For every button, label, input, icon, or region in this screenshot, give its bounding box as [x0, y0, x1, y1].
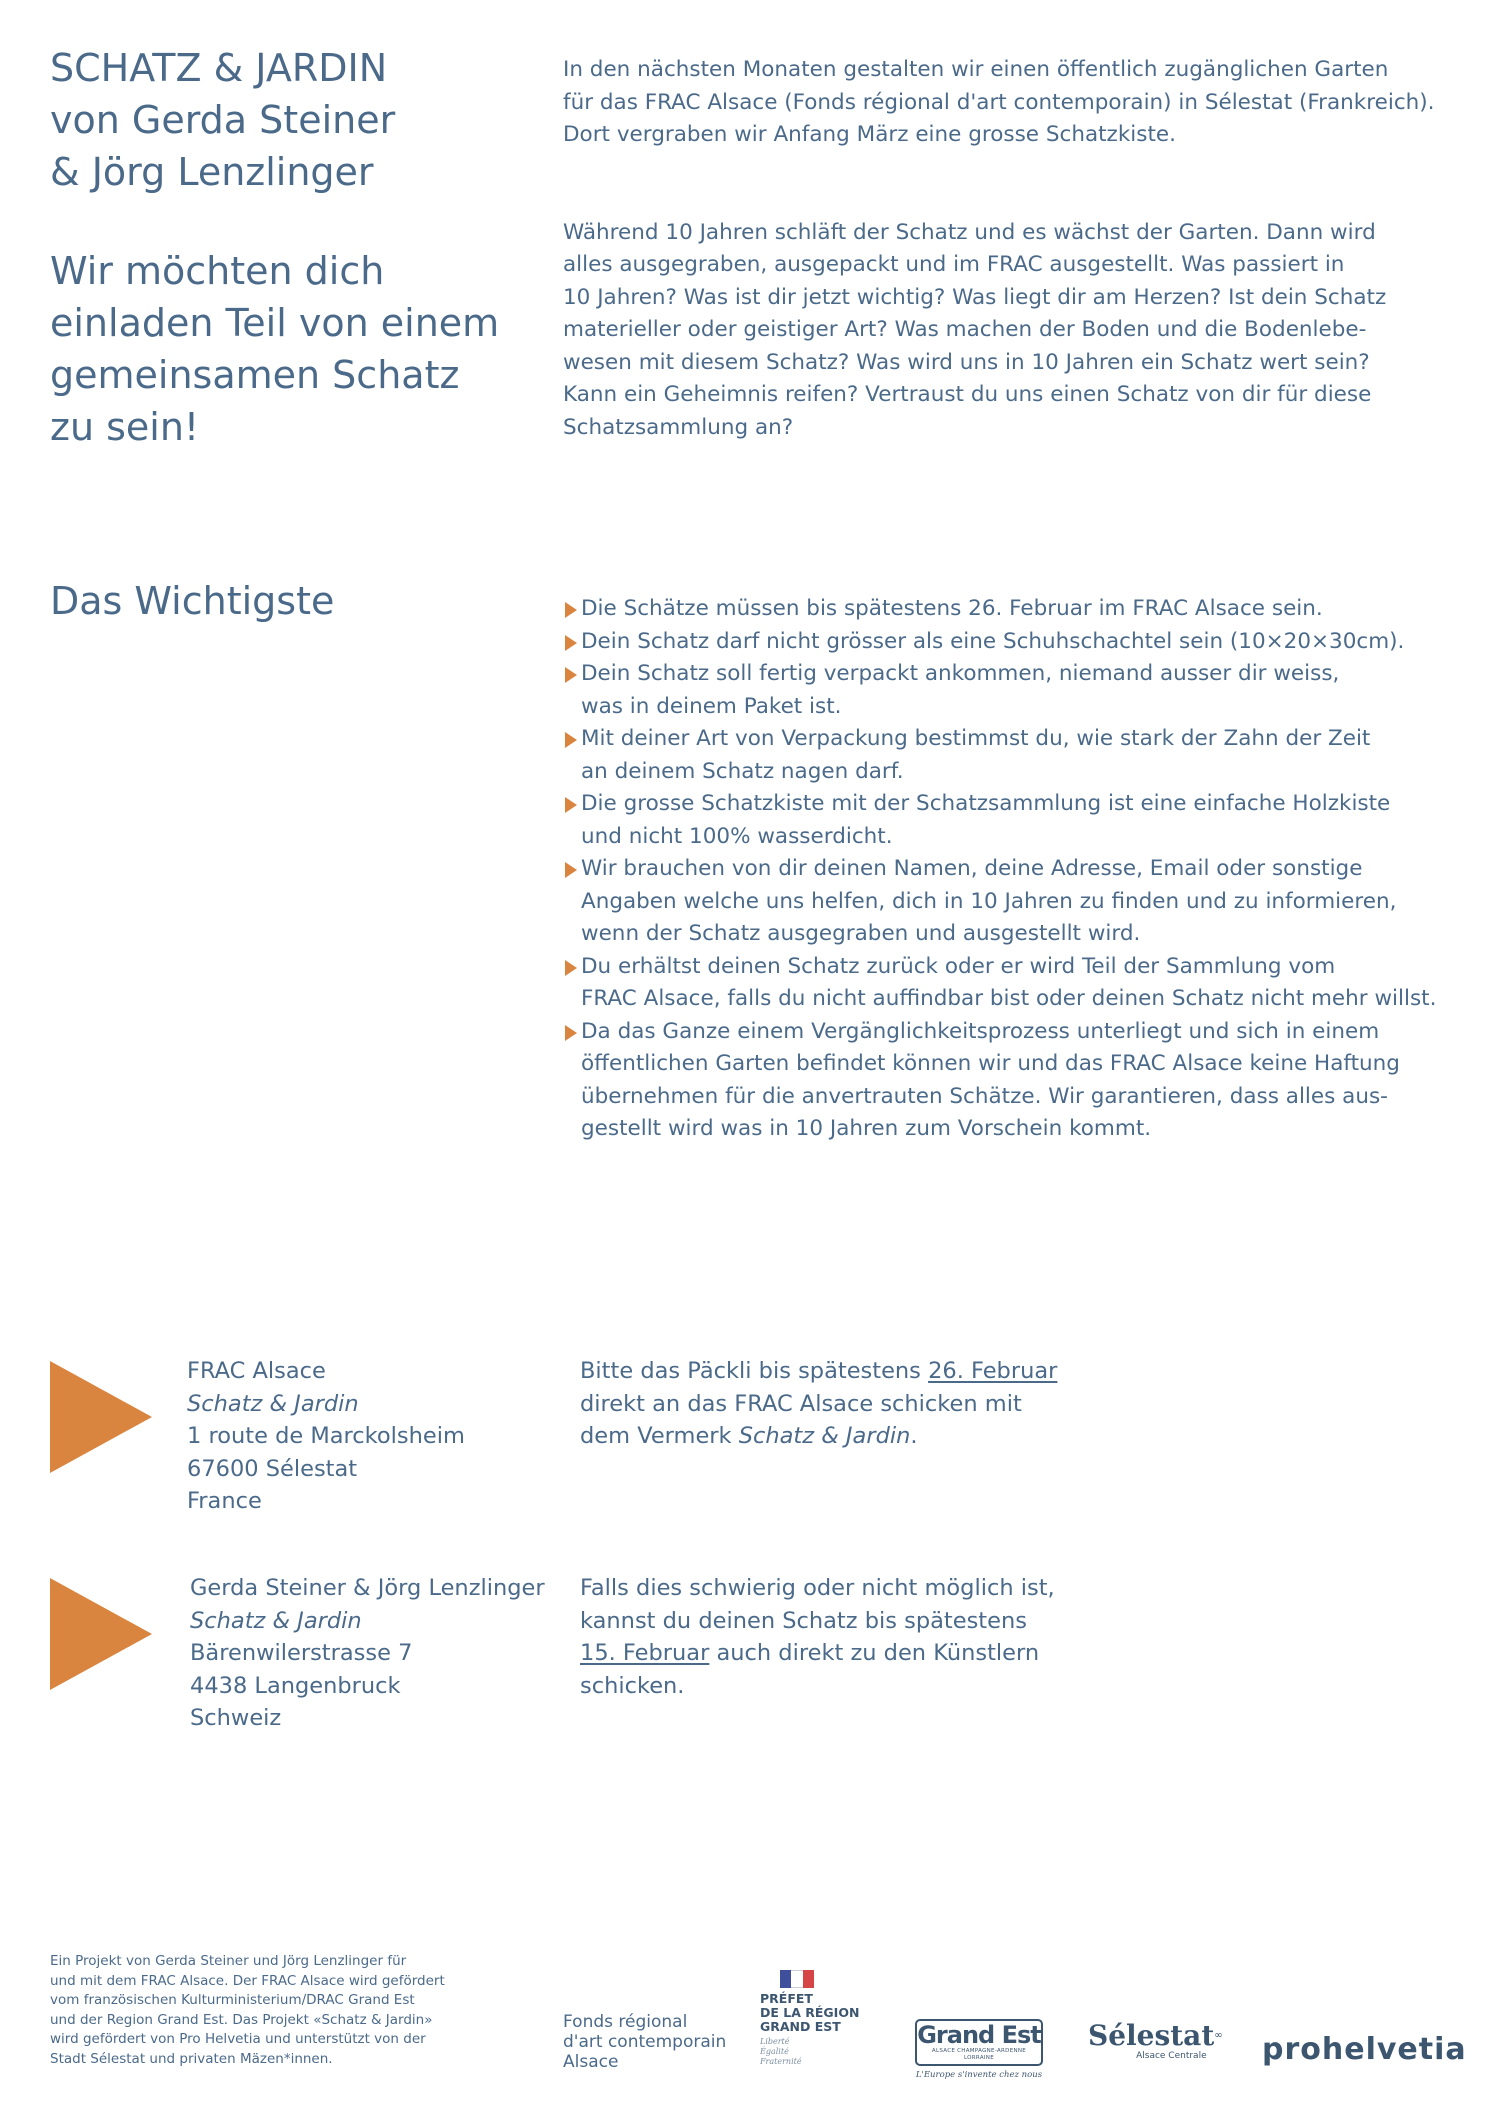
rule-line: Wir brauchen von dir deinen Namen, deine Adresse, Email oder sonstige	[581, 856, 1363, 881]
invite-line: zu sein!	[50, 405, 200, 449]
bullet-triangle-icon	[565, 960, 577, 976]
grand-est-name: Grand Est	[917, 2021, 1041, 2049]
deadline-date: 15. Februar	[580, 1640, 710, 1666]
motto-line: Fraternité	[760, 2057, 802, 2066]
note-text: Bitte das Päckli bis spätestens	[580, 1358, 929, 1384]
motto-line: Égalité	[760, 2047, 789, 2056]
prefet-line: DE LA RÉGION	[760, 2005, 860, 2020]
intro-line: Dort vergraben wir Anfang März eine grosse Schatzkiste.	[563, 122, 1176, 147]
intro-line: materieller oder geistiger Art? Was machen der Boden und die Bodenlebe-	[563, 317, 1367, 342]
rule-item	[563, 853, 1463, 951]
selestat-name	[1088, 2020, 1223, 2052]
address-street: Bärenwilerstrasse 7	[190, 1640, 413, 1666]
frac-logo-line: d'art contemporain	[563, 2032, 727, 2052]
intro-text	[563, 54, 1463, 444]
note-text: dem Vermerk	[580, 1423, 739, 1449]
footer-line: Stadt Sélestat und privaten Mäzen*innen.	[50, 2050, 333, 2067]
address-project: Schatz & Jardin	[187, 1390, 359, 1417]
intro-line: Schatzsammlung an?	[563, 414, 794, 440]
address-city: 67600 Sélestat	[187, 1455, 358, 1482]
invite-line: Wir möchten dich	[50, 249, 385, 293]
rule-line: Dein Schatz soll fertig verpackt ankommen, niemand ausser dir weiss,	[581, 661, 1340, 686]
rule-line: Dein Schatz darf nicht grösser als eine Schuhschachtel sein (10×20×30cm).	[581, 628, 1405, 654]
marianne-flag-icon	[780, 1970, 814, 1988]
infinity-icon: ∞	[1214, 2030, 1223, 2041]
rule-line: FRAC Alsace, falls du nicht auffindbar bist oder deinen Schatz nicht mehr willst.	[581, 986, 1437, 1011]
grand-est-logo	[915, 2019, 1043, 2080]
prefet-line: GRAND EST	[760, 2019, 841, 2034]
address-city: 4438 Langenbruck	[190, 1672, 401, 1699]
intro-paragraph-1	[563, 54, 1463, 152]
address-frac	[187, 1355, 465, 1518]
bullet-triangle-icon	[565, 602, 577, 618]
rule-item	[563, 1016, 1463, 1146]
frac-logo-line: Fonds régional	[563, 2012, 688, 2032]
grand-est-sub: ALSACE CHAMPAGNE-ARDENNE LORRAINE	[931, 2048, 1027, 2061]
rule-line: Die grosse Schatzkiste mit der Schatzsammlung ist eine einfache Holzkiste	[581, 791, 1391, 816]
deadline-date: 26. Februar	[928, 1358, 1058, 1384]
prefet-motto	[760, 2037, 880, 2067]
selestat-wordmark: Sélestat	[1088, 2019, 1215, 2052]
note-line: direkt an das FRAC Alsace schicken mit	[580, 1390, 1022, 1417]
rule-item	[563, 593, 1463, 626]
intro-paragraph-2	[563, 217, 1463, 445]
prefet-title	[760, 1992, 880, 2034]
intro-line: alles ausgegraben, ausgepackt und im FRAC ausgestellt. Was passiert in	[563, 252, 1345, 277]
title-line: & Jörg Lenzlinger	[50, 150, 374, 194]
note-line: Falls dies schwierig oder nicht möglich ist,	[580, 1575, 1055, 1601]
rule-item	[563, 626, 1463, 659]
selestat-logo	[1088, 2020, 1223, 2061]
footer-credits	[50, 1952, 490, 2069]
selestat-sub: Alsace Centrale	[1136, 2051, 1207, 2061]
rule-line: Mit deiner Art von Verpackung bestimmst du, wie stark der Zahn der Zeit	[581, 726, 1371, 751]
bullet-triangle-icon	[565, 797, 577, 813]
rules-heading: Das Wichtigste	[50, 579, 335, 623]
bullet-triangle-icon	[565, 635, 577, 651]
title-line: von Gerda Steiner	[50, 98, 396, 142]
title-line: SCHATZ & JARDIN	[50, 46, 388, 90]
rule-item	[563, 788, 1463, 853]
frac-logo	[563, 2012, 726, 2072]
footer-line: vom französischen Kulturministerium/DRAC Grand Est	[50, 1992, 415, 2008]
note-line	[580, 1637, 1055, 1670]
rule-line: was in deinem Paket ist.	[581, 693, 842, 719]
rule-line: Da das Ganze einem Vergänglichkeitsprozess unterliegt und sich in einem	[581, 1018, 1380, 1044]
intro-line: 10 Jahren? Was ist dir jetzt wichtig? Was liegt dir am Herzen? Ist dein Schatz	[563, 284, 1387, 310]
bullet-triangle-icon	[565, 862, 577, 878]
footer-line: und mit dem FRAC Alsace. Der FRAC Alsace wird gefördert	[50, 1972, 445, 1989]
intro-line: für das FRAC Alsace (Fonds régional d'art contemporain) in Sélestat (Frankreich).	[563, 89, 1435, 115]
invite-line: gemeinsamen Schatz	[50, 353, 460, 397]
footer-line: und der Region Grand Est. Das Projekt «Schatz & Jardin»	[50, 2011, 433, 2028]
rule-item	[563, 951, 1463, 1016]
arrow-triangle-icon	[50, 1361, 152, 1473]
arrow-triangle-icon	[50, 1578, 152, 1690]
footer-line: wird gefördert von Pro Helvetia und unterstützt von der	[50, 2031, 426, 2047]
note-artists	[580, 1572, 1055, 1702]
note-text: .	[910, 1423, 918, 1449]
rule-line: Du erhältst deinen Schatz zurück oder er wird Teil der Sammlung vom	[581, 953, 1336, 979]
rule-line: an deinem Schatz nagen darf.	[581, 758, 904, 784]
prefet-logo	[760, 1970, 880, 2067]
intro-line: Kann ein Geheimnis reifen? Vertraust du uns einen Schatz von dir für diese	[563, 382, 1372, 407]
note-text: auch direkt zu den Künstlern	[709, 1640, 1040, 1666]
note-line	[580, 1420, 1057, 1453]
rule-line: gestellt wird was in 10 Jahren zum Vorschein kommt.	[581, 1116, 1152, 1141]
address-artists	[190, 1572, 545, 1735]
note-line: schicken.	[580, 1672, 685, 1699]
intro-line: In den nächsten Monaten gestalten wir einen öffentlich zugänglichen Garten	[563, 57, 1389, 82]
rule-line: und nicht 100% wasserdicht.	[581, 823, 893, 849]
footer-line: Ein Projekt von Gerda Steiner und Jörg Lenzlinger für	[50, 1953, 407, 1969]
prohelvetia-logo: prohelvetia	[1262, 2032, 1467, 2067]
frac-logo-line: Alsace	[563, 2052, 619, 2072]
note-frac	[580, 1355, 1057, 1453]
grand-est-box	[915, 2019, 1043, 2066]
motto-line: Liberté	[760, 2037, 790, 2046]
bullet-triangle-icon	[565, 732, 577, 748]
address-name: FRAC Alsace	[187, 1358, 326, 1384]
invitation-heading	[50, 245, 530, 453]
bullet-triangle-icon	[565, 667, 577, 683]
bullet-triangle-icon	[565, 1025, 577, 1041]
note-line	[580, 1355, 1057, 1388]
rule-item	[563, 723, 1463, 788]
grand-est-motto: L'Europe s'invente chez nous	[915, 2070, 1043, 2080]
prefet-line: PRÉFET	[760, 1991, 813, 2006]
address-street: 1 route de Marckolsheim	[187, 1423, 465, 1449]
rules-list	[563, 593, 1463, 1146]
rule-line: übernehmen für die anvertrauten Schätze. Wir garantieren, dass alles aus-	[581, 1083, 1388, 1109]
rule-line: öffentlichen Garten befindet können wir und das FRAC Alsace keine Haftung	[581, 1051, 1400, 1076]
address-project: Schatz & Jardin	[190, 1607, 362, 1634]
page-title	[50, 42, 490, 198]
rule-item	[563, 658, 1463, 723]
note-project: Schatz & Jardin	[738, 1423, 911, 1449]
address-country: Schweiz	[190, 1705, 282, 1731]
intro-line: wesen mit diesem Schatz? Was wird uns in 10 Jahren ein Schatz wert sein?	[563, 349, 1370, 375]
invite-line: einladen Teil von einem	[50, 301, 500, 345]
intro-line: Während 10 Jahren schläft der Schatz und es wächst der Garten. Dann wird	[563, 219, 1376, 245]
address-country: France	[187, 1488, 262, 1514]
note-line: kannst du deinen Schatz bis spätestens	[580, 1607, 1027, 1634]
rule-line: Die Schätze müssen bis spätestens 26. Februar im FRAC Alsace sein.	[581, 596, 1323, 621]
rule-line: Angaben welche uns helfen, dich in 10 Jahren zu finden und zu informieren,	[581, 888, 1397, 914]
rule-line: wenn der Schatz ausgegraben und ausgestellt wird.	[581, 921, 1141, 946]
address-name: Gerda Steiner & Jörg Lenzlinger	[190, 1575, 545, 1601]
